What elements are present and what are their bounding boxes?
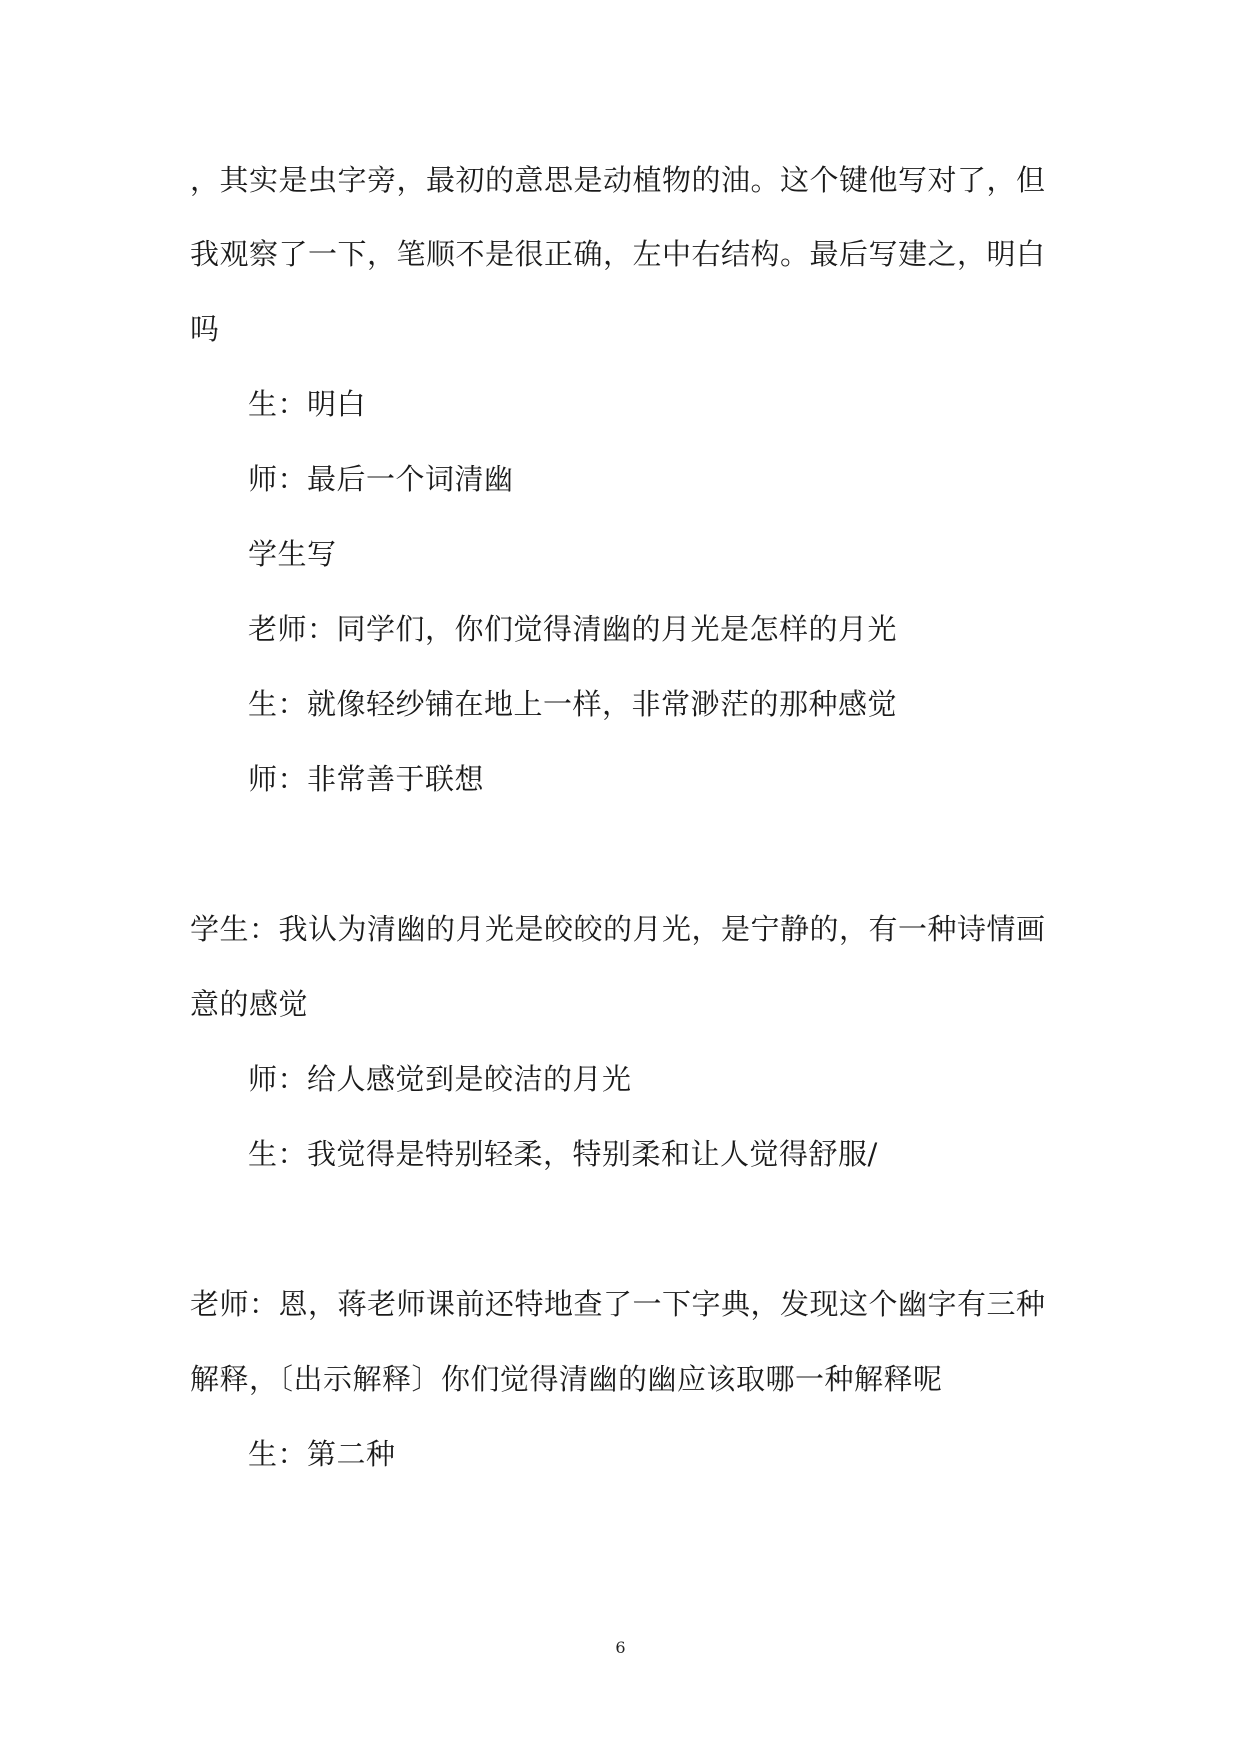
dialogue-line: 师：给人感觉到是皎洁的月光: [248, 1062, 632, 1096]
text-line: 吗: [190, 312, 220, 346]
dialogue-line: 生：明白: [248, 387, 367, 421]
dialogue-line: 生：就像轻纱铺在地上一样，非常渺茫的那种感觉: [248, 687, 898, 721]
text-line: 老师：恩，蒋老师课前还特地查了一下字典，发现这个幽字有三种: [190, 1287, 1046, 1321]
text-line: 学生：我认为清幽的月光是皎皎的月光，是宁静的，有一种诗情画: [190, 912, 1046, 946]
text-line: 解释，〔出示解释〕你们觉得清幽的幽应该取哪一种解释呢: [190, 1362, 943, 1396]
dialogue-line: 师：非常善于联想: [248, 762, 485, 796]
dialogue-line: 学生写: [248, 537, 337, 571]
dialogue-line: 师：最后一个词清幽: [248, 462, 514, 496]
dialogue-line: 生：我觉得是特别轻柔，特别柔和让人觉得舒服/: [248, 1137, 878, 1171]
text-line: 我观察了一下，笔顺不是很正确，左中右结构。最后写建之，明白: [190, 237, 1046, 271]
page-number: 6: [615, 1638, 626, 1657]
dialogue-line: 老师：同学们，你们觉得清幽的月光是怎样的月光: [248, 612, 898, 646]
text-line: ，其实是虫字旁，最初的意思是动植物的油。这个键他写对了，但: [190, 163, 1046, 197]
dialogue-line: 生：第二种: [248, 1437, 396, 1471]
text-line: 意的感觉: [190, 987, 309, 1021]
